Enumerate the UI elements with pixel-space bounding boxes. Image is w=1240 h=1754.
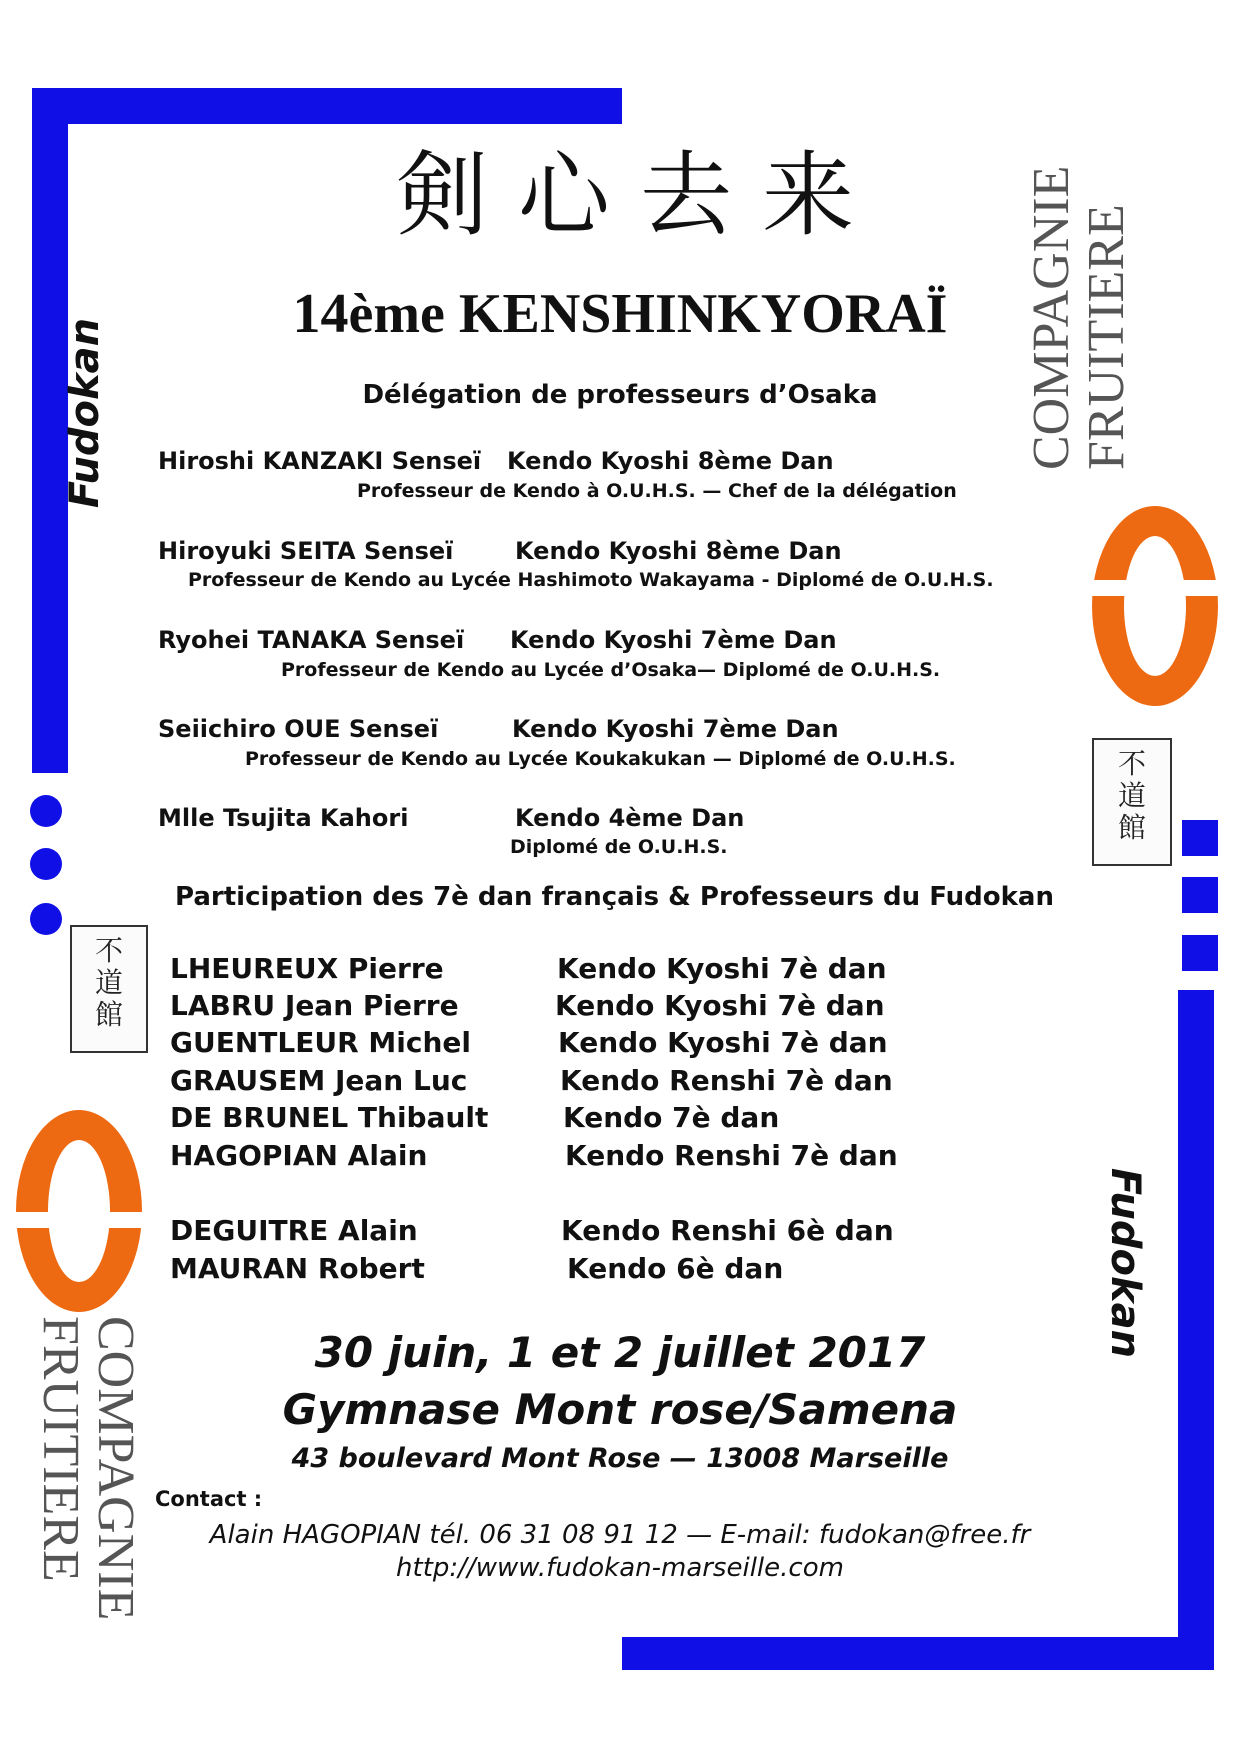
- sponsor-name-line2: FRUITIERE: [1077, 204, 1135, 470]
- professor-name: Ryohei TANAKA Senseï: [158, 626, 465, 654]
- seal-kanji: 不道館: [95, 934, 124, 1032]
- professor-rank: Kendo 4ème Dan: [515, 804, 745, 832]
- professor-description: Professeur de Kendo au Lycée Koukakukan — Diplomé de O.U.H.S.: [245, 748, 956, 770]
- professor-rank: Kendo Kyoshi 7ème Dan: [512, 715, 839, 743]
- sponsor-logo-right: [1092, 506, 1218, 706]
- professor-description: Professeur de Kendo à O.U.H.S. — Chef de la délégation: [357, 480, 957, 502]
- fudokan-seal-left: [70, 925, 148, 1053]
- professor-description: Diplomé de O.U.H.S.: [510, 836, 728, 858]
- teacher-name: LHEUREUX Pierre: [170, 952, 444, 985]
- teacher-rank: Kendo Renshi 6è dan: [561, 1214, 894, 1247]
- frame-top-bar: [32, 88, 622, 124]
- decor-dot: [30, 903, 62, 935]
- professor-name: Hiroshi KANZAKI Senseï: [158, 447, 482, 475]
- event-dates: 30 juin, 1 et 2 juillet 2017: [314, 1328, 926, 1377]
- teacher-rank: Kendo Renshi 7è dan: [560, 1064, 893, 1097]
- professor-name: Hiroyuki SEITA Senseï: [158, 537, 454, 565]
- sponsor-text-right: [1025, 130, 1145, 470]
- decor-dot: [30, 795, 62, 827]
- fudokan-label-right: Fudokan: [1102, 1167, 1149, 1359]
- professor-name: Mlle Tsujita Kahori: [158, 804, 409, 832]
- logo-gap: [10, 1212, 150, 1228]
- participation-heading: Participation des 7è dan français & Professeurs du Fudokan: [175, 882, 1054, 912]
- contact-details: Alain HAGOPIAN tél. 06 31 08 91 12 — E-mail: fudokan@free.fr: [209, 1520, 1031, 1550]
- frame-right-bar: [1178, 990, 1214, 1670]
- teacher-rank: Kendo Kyoshi 7è dan: [555, 989, 885, 1022]
- sponsor-name-line1: COMPAGNIE: [1023, 165, 1080, 470]
- professor-name: Seiichiro OUE Senseï: [158, 715, 439, 743]
- professor-description: Professeur de Kendo au Lycée Hashimoto Wakayama - Diplomé de O.U.H.S.: [188, 569, 994, 591]
- website-link[interactable]: http://www.fudokan-marseille.com: [396, 1553, 844, 1583]
- teacher-rank: Kendo 7è dan: [563, 1101, 780, 1134]
- teacher-name: GRAUSEM Jean Luc: [170, 1064, 468, 1097]
- decor-square: [1182, 820, 1218, 856]
- sponsor-text-left: [22, 1316, 142, 1656]
- teacher-name: HAGOPIAN Alain: [170, 1139, 428, 1172]
- event-venue: Gymnase Mont rose/Samena: [282, 1385, 958, 1434]
- page-title: 14ème KENSHINKYORAÏ: [292, 283, 948, 345]
- seal-kanji: 不道館: [1118, 747, 1147, 845]
- sponsor-logo-left: [16, 1110, 142, 1312]
- fudokan-seal-right: [1092, 738, 1172, 866]
- teacher-rank: Kendo Renshi 7è dan: [565, 1139, 898, 1172]
- teacher-name: GUENTLEUR Michel: [170, 1026, 471, 1059]
- decor-square: [1182, 877, 1218, 913]
- professor-rank: Kendo Kyoshi 7ème Dan: [510, 626, 837, 654]
- sponsor-name-line2: FRUITIERE: [32, 1316, 90, 1582]
- teacher-name: DE BRUNEL Thibault: [170, 1101, 489, 1134]
- professor-description: Professeur de Kendo au Lycée d’Osaka— Diplomé de O.U.H.S.: [281, 659, 941, 681]
- teacher-rank: Kendo Kyoshi 7è dan: [558, 1026, 888, 1059]
- event-address: 43 boulevard Mont Rose — 13008 Marseille: [291, 1443, 949, 1474]
- teacher-rank: Kendo 6è dan: [567, 1252, 784, 1285]
- delegation-heading: Délégation de professeurs d’Osaka: [362, 380, 878, 410]
- teacher-name: LABRU Jean Pierre: [170, 989, 459, 1022]
- professor-rank: Kendo Kyoshi 8ème Dan: [507, 447, 834, 475]
- calligraphy-title: 剣心去来: [395, 142, 884, 249]
- logo-gap: [1085, 580, 1225, 596]
- frame-bottom-bar: [622, 1637, 1214, 1670]
- professor-rank: Kendo Kyoshi 8ème Dan: [515, 537, 842, 565]
- decor-dot: [30, 848, 62, 880]
- teacher-rank: Kendo Kyoshi 7è dan: [557, 952, 887, 985]
- sponsor-name-line1: COMPAGNIE: [87, 1316, 144, 1621]
- teacher-name: MAURAN Robert: [170, 1252, 425, 1285]
- contact-label: Contact :: [155, 1487, 263, 1511]
- fudokan-label-left: Fudokan: [62, 317, 109, 509]
- decor-square: [1182, 935, 1218, 971]
- teacher-name: DEGUITRE Alain: [170, 1214, 418, 1247]
